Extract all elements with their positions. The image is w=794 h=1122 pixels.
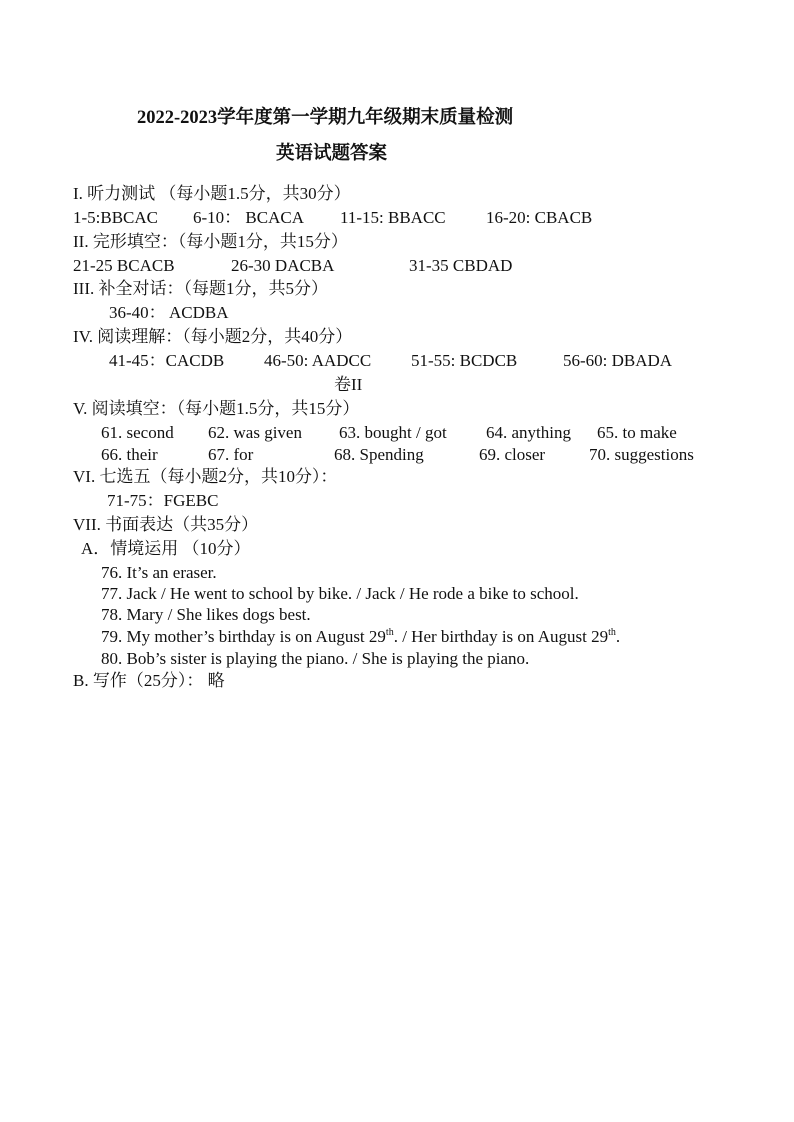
answer-group: 21-25 BCACB bbox=[73, 256, 175, 275]
fill-answer: 63. bought / got bbox=[339, 423, 447, 442]
answer-text: . bbox=[615, 627, 621, 646]
section-5-heading: V. 阅读填空：（每小题1.5分，共15分） bbox=[73, 399, 360, 418]
answer-group: 31-35 CBDAD bbox=[409, 256, 513, 275]
ordinal-suffix: th bbox=[608, 627, 616, 638]
section-4-heading: IV. 阅读理解：（每小题2分，共40分） bbox=[73, 327, 353, 346]
fill-answer: 61. second bbox=[101, 423, 174, 442]
writing-answer: 77. Jack / He went to school by bike. / Jack / He rode a bike to school. bbox=[101, 584, 579, 603]
writing-answer: 78. Mary / She likes dogs best. bbox=[101, 605, 311, 624]
answer-group: 16-20: CBACB bbox=[486, 208, 593, 227]
fill-answer: 66. their bbox=[101, 445, 158, 464]
part-a-heading: A．情境运用 （10分） bbox=[81, 539, 251, 558]
writing-answer: 80. Bob’s sister is playing the piano. / She is playing the piano. bbox=[101, 649, 530, 668]
answer-group: 36-40： ACDBA bbox=[109, 303, 229, 322]
ordinal-suffix: th bbox=[385, 627, 394, 638]
document-title: 2022-2023学年度第一学期九年级期末质量检测 bbox=[137, 108, 514, 128]
answer-group: 6-10： BCACA bbox=[193, 208, 304, 227]
writing-answer bbox=[101, 627, 620, 647]
fill-answer: 64. anything bbox=[486, 423, 571, 442]
answer-group: 51-55: BCDCB bbox=[411, 351, 518, 370]
fill-answer: 65. to make bbox=[597, 423, 677, 442]
answer-group: 1-5:BBCAC bbox=[73, 208, 159, 227]
part-b-heading: B. 写作（25分）： 略 bbox=[73, 671, 225, 690]
document-subtitle: 英语试题答案 bbox=[276, 144, 388, 164]
fill-answer: 62. was given bbox=[208, 423, 302, 442]
section-2-heading: II. 完形填空：（每小题1分，共15分） bbox=[73, 232, 348, 251]
fill-answer: 69. closer bbox=[479, 445, 546, 464]
answer-group: 26-30 DACBA bbox=[231, 256, 335, 275]
section-3-heading: III. 补全对话：（每题1分，共5分） bbox=[73, 279, 328, 298]
answer-group: 71-75：FGEBC bbox=[107, 491, 219, 510]
section-7-heading: VII. 书面表达（共35分） bbox=[73, 515, 259, 534]
section-6-heading: VI. 七选五（每小题2分，共10分）： bbox=[73, 467, 338, 486]
fill-answer: 67. for bbox=[208, 445, 254, 464]
section-1-heading: I. 听力测试 （每小题1.5分，共30分） bbox=[73, 184, 351, 203]
answer-group: 11-15: BBACC bbox=[340, 208, 446, 227]
fill-answer: 70. suggestions bbox=[589, 445, 694, 464]
answer-text: . / Her birthday is on August 29 bbox=[393, 627, 609, 646]
volume-heading: 卷II bbox=[334, 375, 363, 394]
answer-text: 79. My mother’s birthday is on August 29 bbox=[101, 627, 386, 646]
answer-group: 56-60: DBADA bbox=[563, 351, 673, 370]
fill-answer: 68. Spending bbox=[334, 445, 424, 464]
answer-group: 41-45：CACDB bbox=[109, 351, 225, 370]
answer-group: 46-50: AADCC bbox=[264, 351, 372, 370]
writing-answer: 76. It’s an eraser. bbox=[101, 563, 217, 582]
